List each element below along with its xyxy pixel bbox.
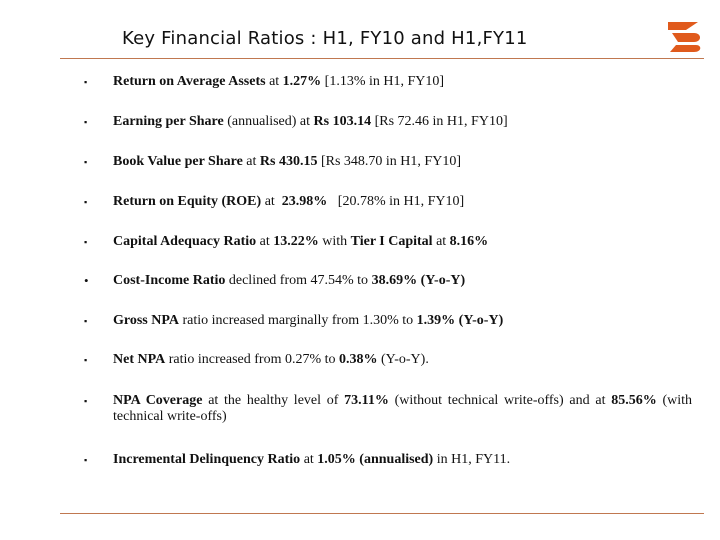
bullet-text: Net NPA ratio increased from 0.27% to 0.38% (Y-o-Y). xyxy=(113,352,429,367)
bank-logo-icon xyxy=(664,18,704,54)
bullet-marker: ▪ xyxy=(84,77,88,87)
bullet-marker: ▪ xyxy=(84,455,88,465)
top-divider xyxy=(60,58,704,59)
bullet-marker: ▪ xyxy=(84,197,88,207)
bullet-text: NPA Coverage at the healthy level of 73.11% (without technical write-offs) and at 85.56% (with technical write-offs) xyxy=(113,393,692,424)
bullet-marker: ▪ xyxy=(84,117,88,127)
bullet-text: Return on Average Assets at 1.27% [1.13% in H1, FY10] xyxy=(113,74,445,89)
page-title: Key Financial Ratios : H1, FY10 and H1,FY11 xyxy=(122,28,528,49)
bullet-marker: ▪ xyxy=(84,237,88,247)
bullet-text: Cost-Income Ratio declined from 47.54% to 38.69% (Y-o-Y) xyxy=(113,273,466,288)
bullet-text: Gross NPA ratio increased marginally from 1.30% to 1.39% (Y-o-Y) xyxy=(113,313,504,328)
bullet-text: Book Value per Share at Rs 430.15 [Rs 348.70 in H1, FY10] xyxy=(113,154,461,169)
bullet-text: Return on Equity (ROE) at 23.98% [20.78% in H1, FY10] xyxy=(113,194,465,209)
bullet-marker: ▪ xyxy=(84,316,88,326)
bottom-divider xyxy=(60,513,704,514)
bullet-marker: ▪ xyxy=(84,396,88,406)
bullet-text: Incremental Delinquency Ratio at 1.05% (annualised) in H1, FY11. xyxy=(113,452,511,467)
bullet-text: Earning per Share (annualised) at Rs 103.14 [Rs 72.46 in H1, FY10] xyxy=(113,114,508,129)
bullet-marker: ▪ xyxy=(84,355,88,365)
bullet-marker: ▪ xyxy=(84,157,88,167)
bullet-marker: • xyxy=(84,273,89,288)
bullet-text: Capital Adequacy Ratio at 13.22% with Tier I Capital at 8.16% xyxy=(113,234,489,249)
